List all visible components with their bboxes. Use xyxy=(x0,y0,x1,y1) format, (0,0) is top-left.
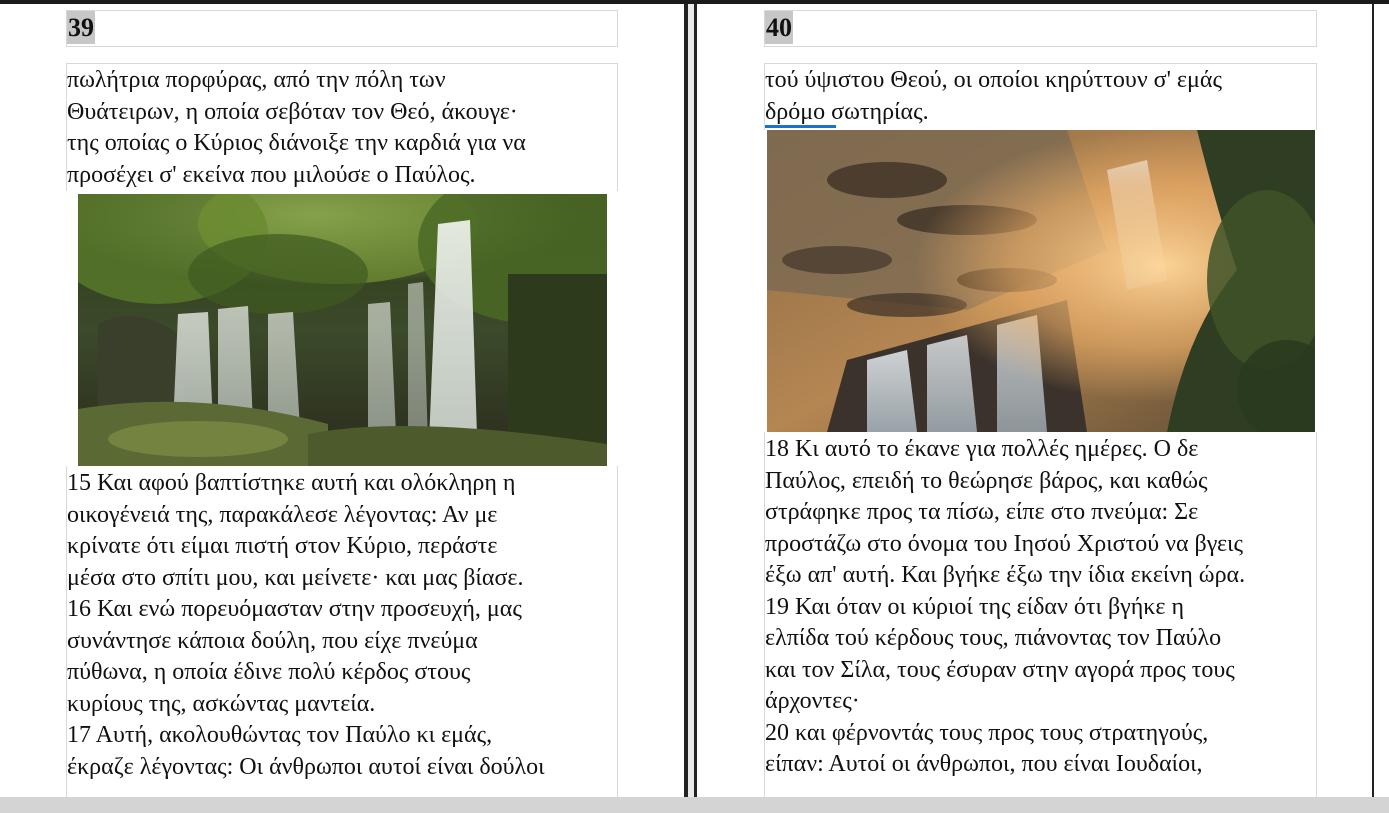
page-divider xyxy=(684,4,697,797)
bottom-text[interactable]: 18 Κι αυτό το έκανε για πολλές ημέρες. Ο δε Παύλος, επειδή το θεώρησε βάρος, και καθώς στράφηκε προς τα πίσω, είπε στο πνεύμα: Σε προστάζω στο όνομα του Ιησού Χριστού να βγεις έξω απ' αυτή. Και βγήκε έξω την ίδια εκείνη ώρα. 19 Και όταν οι κύριοί της είδαν ότι βγήκε η ελπίδα τού κέρδους τους, πιάνοντας τον Παύλο και τον Σίλα, τους έσυραν στην αγορά προς τους άρχοντες· 20 και φέρνοντάς τους προς τους στρατηγούς, είπαν: Αυτοί οι άνθρωποι, που είναι Ιουδαίοι, xyxy=(765,436,1246,777)
top-text[interactable]: πωλήτρια πορφύρας, από την πόλη των Θυάτειρων, η οποία σεβόταν τον Θεό, άκουγε· της οποίας ο Κύριος διάνοιξε την καρδιά για να προσέχει σ' εκείνα που μιλούσε ο Παύλος. xyxy=(67,67,526,188)
spellcheck-underline xyxy=(765,125,836,128)
page-number-box xyxy=(66,10,618,47)
page-number-box xyxy=(764,10,1317,47)
right-scroll-edge xyxy=(1372,4,1389,797)
bottom-status-bar xyxy=(0,797,1389,813)
page-40[interactable] xyxy=(697,4,1372,797)
page-number: 40 xyxy=(766,13,792,42)
page-number: 39 xyxy=(68,13,94,42)
page-39[interactable] xyxy=(0,4,684,797)
forest-waterfall-image xyxy=(78,194,607,466)
aerial-waterfall-image xyxy=(767,130,1315,432)
top-text[interactable]: τού ύψιστου Θεού, οι οποίοι κηρύττουν σ' εμάς δρόμο σωτηρίας. xyxy=(765,67,1222,125)
bottom-text[interactable]: 15 Και αφού βαπτίστηκε αυτή και ολόκληρη η οικογένειά της, παρακάλεσε λέγοντας: Αν με κρίνατε ότι είμαι πιστή στον Κύριο, περάστε μέσα στο σπίτι μου, και μείνετε· και μας βίασε. 16 Και ενώ πορευόμασταν στην προσευχή, μας συνάντησε κάποια δούλη, που είχε πνεύμα πύθωνα, η οποία έδινε πολύ κέρδος στους κυρίους της, ασκώντας μαντεία. 17 Αυτή, ακολουθώντας τον Παύλο κι εμάς, έκραζε λέγοντας: Οι άνθρωποι αυτοί είναι δούλοι xyxy=(67,470,545,780)
